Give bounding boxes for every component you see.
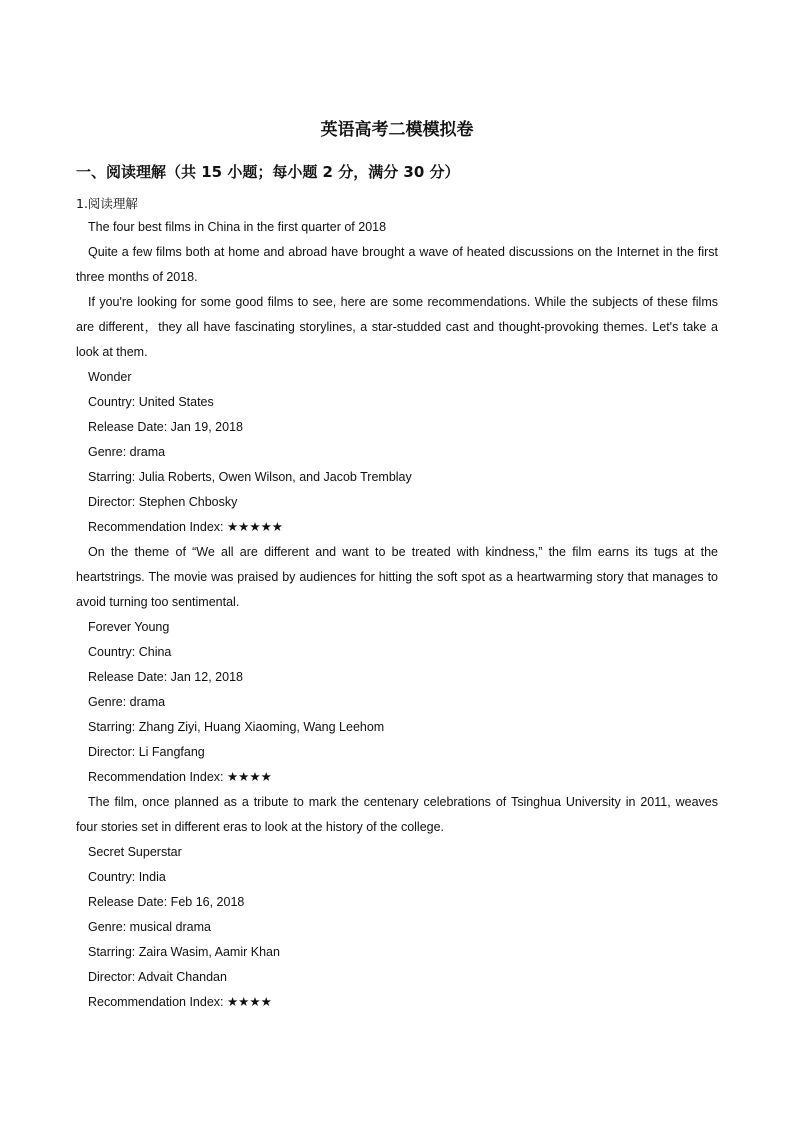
film-starring: Starring: Julia Roberts, Owen Wilson, and Jacob Tremblay [88, 470, 412, 484]
film-release-date: Release Date: Jan 19, 2018 [88, 420, 243, 434]
film-genre: Genre: musical drama [88, 920, 211, 934]
film-starring: Starring: Zhang Ziyi, Huang Xiaoming, Wang Leehom [88, 720, 385, 734]
film-director: Director: Advait Chandan [88, 970, 227, 984]
film-title-secret-superstar: Secret Superstar [88, 845, 182, 859]
film-country: Country: United States [88, 395, 214, 409]
film-country: Country: China [88, 645, 172, 659]
question-label: 1.阅读理解 [76, 196, 138, 211]
film-description: On the theme of “We all are different and want to be treated with kindness,” the film earns its tugs at the heartstrings. The movie was praised by audiences for hitting the soft spot as a heartwarming story that manages to avoid turning too sentimental. [76, 545, 718, 609]
intro-paragraph: Quite a few films both at home and abroad have brought a wave of heated discussions on the Internet in the first three months of 2018. [76, 245, 718, 284]
film-recommendation-index: Recommendation Index: ★★★★ [88, 770, 272, 784]
passage-title: The four best films in China in the first quarter of 2018 [88, 220, 387, 234]
recommendation-paragraph: If you're looking for some good films to see, here are some recommendations. While the subjects of these films are different，they all have fascinating storylines, a star-studded cast and thought-provoking themes. Let's take a look at them. [76, 295, 718, 359]
passage-body [76, 215, 718, 1015]
film-release-date: Release Date: Jan 12, 2018 [88, 670, 243, 684]
section-heading: 一、阅读理解（共 15 小题；每小题 2 分，满分 30 分） [76, 163, 460, 181]
film-recommendation-index: Recommendation Index: ★★★★ [88, 995, 272, 1009]
film-title-wonder: Wonder [88, 370, 132, 384]
page-title: 英语高考二模模拟卷 [320, 120, 474, 140]
film-release-date: Release Date: Feb 16, 2018 [88, 895, 245, 909]
film-director: Director: Li Fangfang [88, 745, 205, 759]
film-country: Country: India [88, 870, 166, 884]
film-title-forever-young: Forever Young [88, 620, 170, 634]
film-recommendation-index: Recommendation Index: ★★★★★ [88, 520, 283, 534]
film-genre: Genre: drama [88, 695, 166, 709]
film-description: The film, once planned as a tribute to mark the centenary celebrations of Tsinghua University in 2011, weaves four stories set in different eras to look at the history of the college. [76, 795, 718, 834]
film-starring: Starring: Zaira Wasim, Aamir Khan [88, 945, 280, 959]
film-director: Director: Stephen Chbosky [88, 495, 238, 509]
film-genre: Genre: drama [88, 445, 166, 459]
